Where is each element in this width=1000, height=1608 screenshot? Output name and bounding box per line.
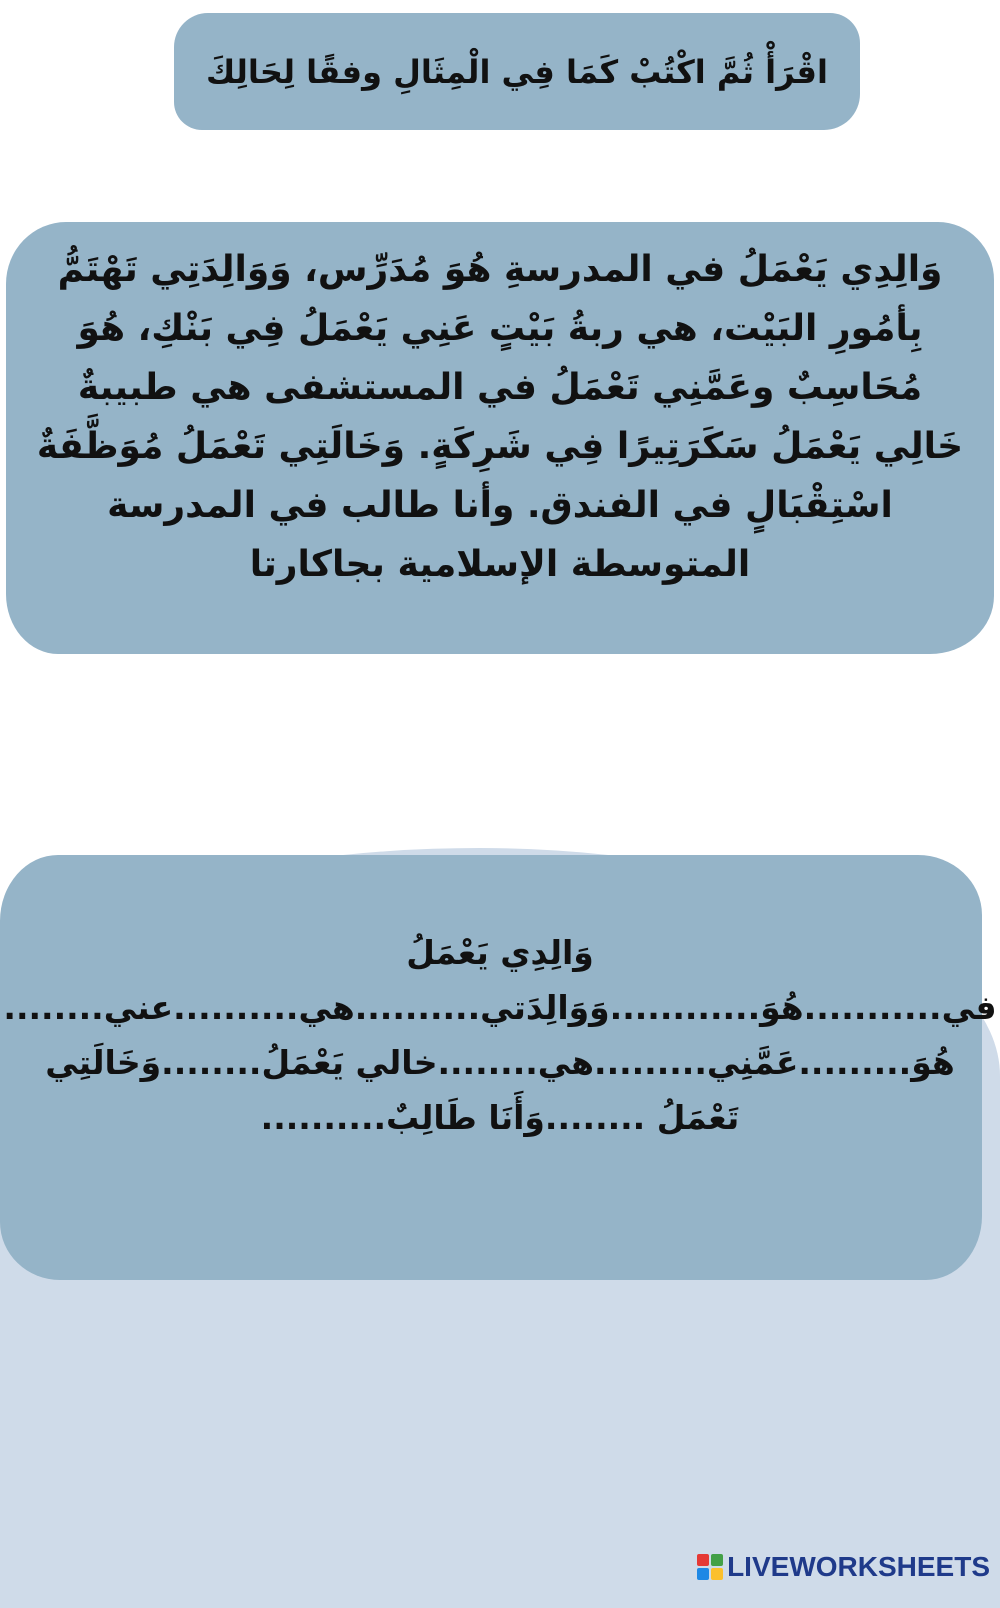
instruction-text: اقْرَأْ ثُمَّ اكْتُبْ كَمَا فِي الْمِثَالِ وفقًا لِحَالِكَ	[206, 52, 828, 91]
passage-line: المتوسطة الإسلامية بجاكارتا	[249, 544, 751, 585]
passage-line: مُحَاسِبٌ وعَمَّنِي تَعْمَلُ في المستشفى هي طبيبةٌ	[77, 367, 923, 408]
liveworksheets-watermark	[697, 1551, 990, 1583]
passage-line: بِأمُورِ البَيْت، هي ربةُ بَيْتٍ عَنِي يَعْمَلُ فِي بَنْكِ، هُوَ	[77, 308, 923, 349]
watermark-text: LIVEWORKSHEETS	[727, 1551, 990, 1582]
reading-passage	[0, 240, 1000, 594]
logo-tile	[711, 1554, 723, 1566]
exercise-line: في...........هُوَ............وَوَالِدَتي..........هي..........عني........	[3, 988, 997, 1027]
logo-tile	[697, 1554, 709, 1566]
liveworksheets-logo-icon	[697, 1554, 723, 1580]
passage-line: خَالِي يَعْمَلُ سَكَرَتِيرًا فِي شَرِكَةٍ. وَخَالَتِي تَعْمَلُ مُوَظَّفَةٌ	[36, 426, 964, 467]
logo-tile	[711, 1568, 723, 1580]
exercise-line: تَعْمَلُ ........وَأَنَا طَالِبٌ..........	[260, 1098, 740, 1137]
fill-in-exercise	[0, 925, 1000, 1145]
instruction-card	[174, 13, 860, 130]
passage-line: اسْتِقْبَالٍ في الفندق. وأنا طالب في المدرسة	[107, 485, 893, 526]
logo-tile	[697, 1568, 709, 1580]
passage-line: وَالِدِي يَعْمَلُ في المدرسةِ هُوَ مُدَرِّس، وَوَالِدَتِي تَهْتَمُّ	[57, 249, 943, 290]
exercise-line: هُوَ.........عَمَّنِي.........هي........خالي يَعْمَلُ........وَخَالَتِي	[45, 1043, 955, 1082]
exercise-line: وَالِدِي يَعْمَلُ	[406, 933, 594, 972]
